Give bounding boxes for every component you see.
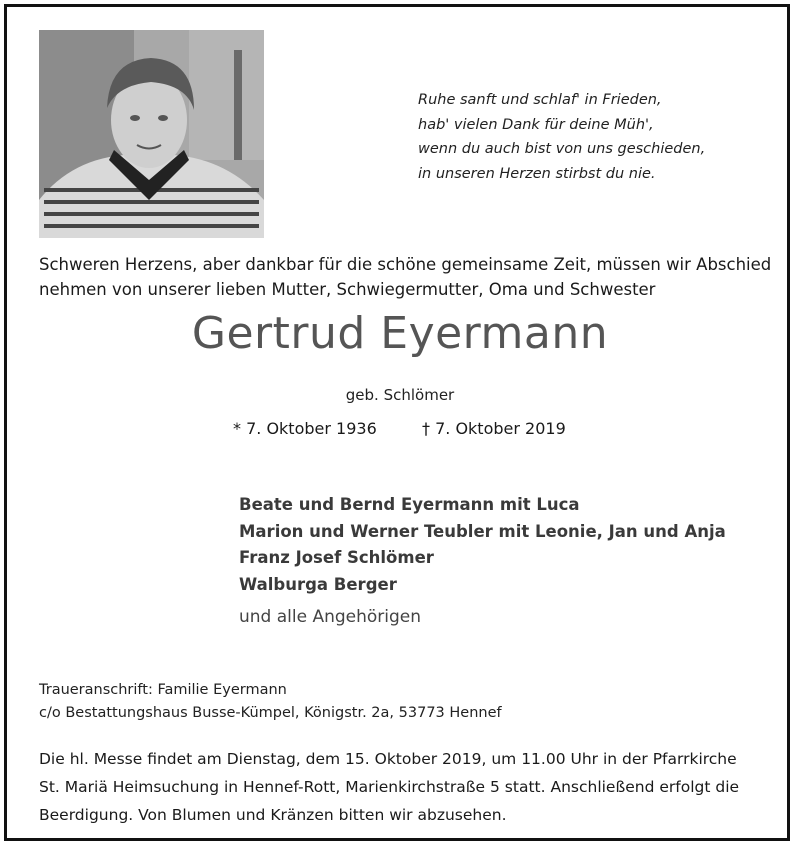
family-list <box>239 492 726 598</box>
family-member: Walburga Berger <box>239 574 397 594</box>
poem-line: Ruhe sanft und schlaf' in Frieden, <box>418 92 662 108</box>
intro-line: nehmen von unserer lieben Mutter, Schwiegermutter, Oma und Schwester <box>39 280 656 299</box>
intro-line: Schweren Herzens, aber dankbar für die schöne gemeinsame Zeit, müssen wir Abschied <box>39 255 772 274</box>
mourning-address <box>39 679 502 725</box>
birth-date: * 7. Oktober 1936 <box>233 419 377 438</box>
poem-line: in unseren Herzen stirbst du nie. <box>418 165 656 182</box>
birth-name: geb. Schlömer <box>345 386 455 404</box>
poem-line: hab' vielen Dank für deine Müh', <box>418 116 654 133</box>
mass-line: St. Mariä Heimsuchung in Hennef-Rott, Marienkirchstraße 5 statt. Anschließend erfolgt die <box>39 778 740 796</box>
deceased-name: Gertrud Eyermann <box>191 308 609 359</box>
family-member: Marion und Werner Teubler mit Leonie, Jan und Anja <box>239 521 726 541</box>
portrait-photo <box>39 30 264 238</box>
other-relatives: und alle Angehörigen <box>239 607 422 627</box>
address-line: Traueranschrift: Familie Eyermann <box>39 682 287 698</box>
family-member: Franz Josef Schlömer <box>239 548 434 567</box>
mass-line: Beerdigung. Von Blumen und Kränzen bitten wir abzusehen. <box>39 806 507 824</box>
mass-line: Die hl. Messe findet am Dienstag, dem 15. Oktober 2019, um 11.00 Uhr in der Pfarrkirche <box>39 750 737 768</box>
intro-text <box>39 252 779 302</box>
death-date: † 7. Oktober 2019 <box>422 419 566 438</box>
address-line: c/o Bestattungshaus Busse-Kümpel, Königstr. 2a, 53773 Hennef <box>39 705 502 721</box>
poem-line: wenn du auch bist von uns geschieden, <box>418 141 706 157</box>
family-member: Beate und Bernd Eyermann mit Luca <box>239 495 580 514</box>
poem <box>418 88 705 186</box>
mass-announcement <box>39 745 739 829</box>
portrait-illustration <box>39 30 264 238</box>
